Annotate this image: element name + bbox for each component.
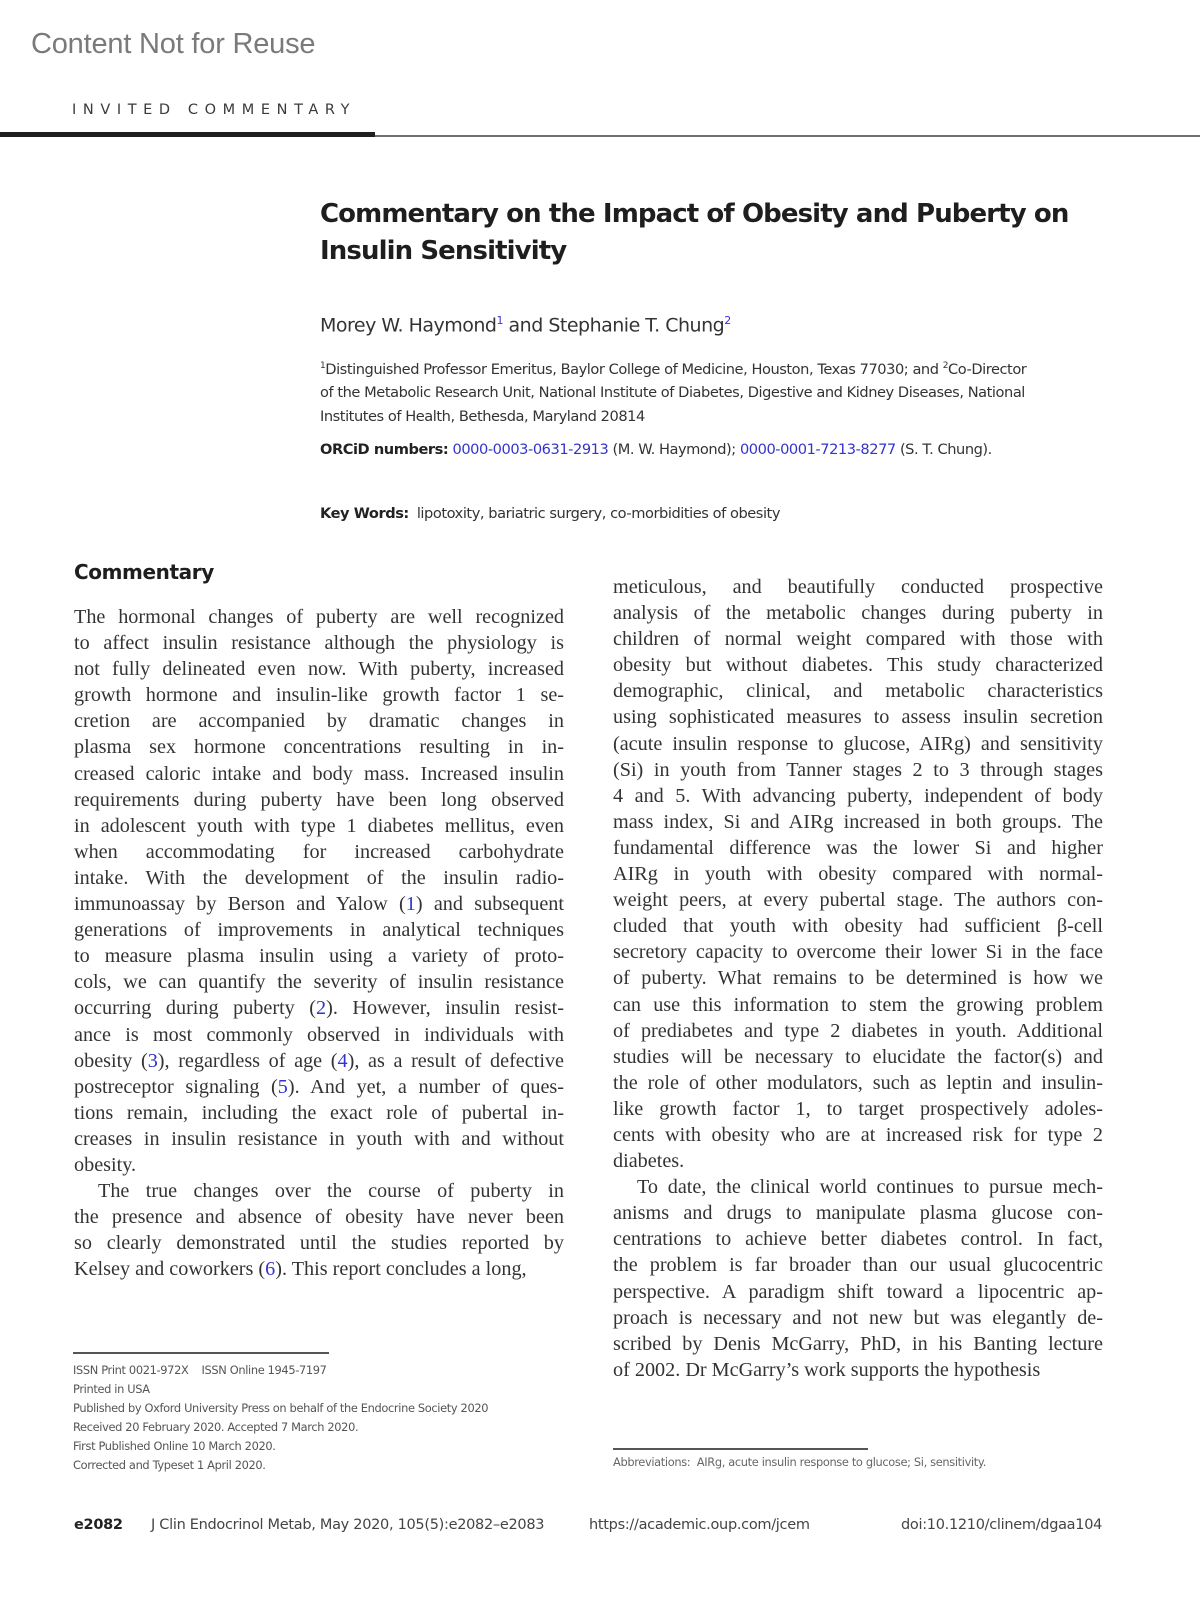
- body-text-line: demographic, clinical, and metabolic characteristics: [613, 680, 1103, 703]
- affiliation-text: Distinguished Professor Emeritus, Baylor College of Medicine, Houston, Texas 77030; and: [325, 360, 943, 378]
- body-text-line: secretory capacity to overcome their lower Si in the face: [613, 941, 1103, 964]
- body-text-line: requirements during puberty have been long observed: [74, 788, 564, 811]
- body-text-line: mass index, Si and AIRg increased in both groups. The: [613, 810, 1103, 833]
- body-text-line: creased caloric intake and body mass. Increased insulin: [74, 762, 564, 785]
- body-text-line: (Si) in youth from Tanner stages 2 to 3 through stages: [613, 758, 1103, 781]
- body-text-line: creases in insulin resistance in youth with and without: [74, 1127, 564, 1150]
- body-text-line: intake. With the development of the insulin radio-: [74, 866, 564, 889]
- body-text-line: [74, 891, 564, 917]
- body-text-line: obesity but without diabetes. This study characterized: [613, 654, 1103, 677]
- article-title: [320, 196, 1120, 270]
- body-text: ). However, insulin resist-: [326, 997, 564, 1020]
- body-text-line: tions remain, including the exact role of pubertal in-: [74, 1101, 564, 1124]
- received-line: Received 20 February 2020. Accepted 7 March 2020.: [73, 1420, 359, 1434]
- body-text: immunoassay by Berson and Yalow (: [74, 893, 406, 916]
- footnote-rule: [73, 1352, 329, 1354]
- body-text-line: AIRg in youth with obesity compared with normal-: [613, 863, 1103, 886]
- orcid-owner: (S. T. Chung).: [895, 441, 992, 458]
- body-column-left: [74, 604, 564, 1282]
- body-text-line: the presence and absence of obesity have never been: [74, 1206, 564, 1229]
- author-list: [320, 314, 1120, 336]
- body-text-line: anisms and drugs to manipulate plasma glucose con-: [613, 1202, 1103, 1225]
- body-text-line: analysis of the metabolic changes during puberty in: [613, 602, 1103, 625]
- body-text: occurring during puberty (: [74, 997, 317, 1020]
- author-name: Morey W. Haymond: [320, 314, 497, 337]
- body-text-line: can use this information to stem the growing problem: [613, 993, 1103, 1016]
- body-text-line: so clearly demonstrated until the studies reported by: [74, 1232, 564, 1255]
- body-text-line: in adolescent youth with type 1 diabetes mellitus, even: [74, 814, 564, 837]
- body-text-line: to measure plasma insulin using a variety of proto-: [74, 945, 564, 968]
- body-text-line: proach is necessary and not new but was elegantly de-: [613, 1306, 1103, 1329]
- body-text-line: using sophisticated measures to assess insulin secretion: [613, 706, 1103, 729]
- header-rule-accent: [0, 132, 375, 137]
- citation-link[interactable]: 4: [337, 1049, 348, 1072]
- title-line-2: Insulin Sensitivity: [320, 236, 567, 266]
- citation-link[interactable]: 2: [316, 997, 327, 1020]
- body-text-line: To date, the clinical world continues to pursue mech-: [637, 1176, 1103, 1199]
- body-text-line: cols, we can quantify the severity of insulin resistance: [74, 971, 564, 994]
- journal-citation: J Clin Endocrinol Metab, May 2020, 105(5):e2082–e2083: [151, 1517, 545, 1533]
- orcid-label: ORCiD numbers:: [320, 441, 449, 458]
- journal-url-link[interactable]: https://academic.oup.com/jcem: [589, 1517, 810, 1533]
- author-name: Stephanie T. Chung: [548, 314, 725, 337]
- citation-link[interactable]: 6: [265, 1258, 276, 1281]
- body-text-line: plasma sex hormone concentrations resulting in in-: [74, 736, 564, 759]
- body-text-line: fundamental difference was the lower Si and higher: [613, 836, 1103, 859]
- body-text-line: (acute insulin response to glucose, AIRg) and sensitivity: [613, 732, 1103, 755]
- body-text-line: to affect insulin resistance although the physiology is: [74, 632, 564, 655]
- publication-footnotes: [73, 1361, 488, 1475]
- body-text: obesity (: [74, 1049, 148, 1072]
- body-text-line: cluded that youth with obesity had sufficient β-cell: [613, 915, 1103, 938]
- body-text: Kelsey and coworkers (: [74, 1258, 266, 1281]
- body-text-line: [74, 1256, 564, 1282]
- watermark-text: Content Not for Reuse: [31, 28, 316, 60]
- body-text: ), as a result of defective: [347, 1049, 564, 1072]
- affiliation-marker: 2: [942, 361, 949, 371]
- affiliation-text: Co-Director: [948, 360, 1027, 378]
- keywords-label: Key Words:: [320, 505, 409, 522]
- author-joiner: and: [502, 314, 549, 337]
- body-text-line: cretion are accompanied by dramatic changes in: [74, 710, 564, 733]
- affiliation-ref[interactable]: 2: [724, 314, 731, 327]
- body-text-line: [74, 1074, 564, 1100]
- citation-link[interactable]: 1: [405, 893, 416, 916]
- body-text: postreceptor signaling (: [74, 1075, 278, 1098]
- body-column-right: [613, 574, 1103, 1383]
- affiliation-text: of the Metabolic Research Unit, National Institute of Diabetes, Digestive and Kidney Diseases, National: [320, 384, 1025, 402]
- body-text-line: studies will be necessary to elucidate the factor(s) and: [613, 1045, 1103, 1068]
- body-text-line: 4 and 5. With advancing puberty, independent of body: [613, 784, 1103, 807]
- body-text-line: The hormonal changes of puberty are well recognized: [74, 606, 564, 628]
- affiliations: [320, 355, 1120, 428]
- printed-line: Printed in USA: [73, 1382, 150, 1396]
- citation-link[interactable]: 3: [147, 1049, 158, 1072]
- body-text-line: [74, 1048, 564, 1074]
- body-text-line: perspective. A paradigm shift toward a lipocentric ap-: [613, 1280, 1103, 1303]
- body-text-line: of prediabetes and type 2 diabetes in youth. Additional: [613, 1019, 1103, 1042]
- section-heading: Commentary: [74, 560, 214, 584]
- body-text-line: of puberty. What remains to be determined is how we: [613, 967, 1103, 990]
- page-number: [74, 1517, 123, 1533]
- orcid-line: [320, 441, 1120, 458]
- body-text-line: scribed by Denis McGarry, PhD, in his Banting lecture: [613, 1332, 1103, 1355]
- body-text-line: the problem is far broader than our usual glucocentric: [613, 1254, 1103, 1277]
- orcid-link-haymond[interactable]: 0000-0003-0631-2913: [452, 441, 609, 458]
- body-text-line: The true changes over the course of puberty in: [98, 1180, 564, 1203]
- publisher-line: Published by Oxford University Press on behalf of the Endocrine Society 2020: [73, 1401, 489, 1415]
- body-text: ). And yet, a number of ques-: [287, 1075, 564, 1098]
- first-published-line: First Published Online 10 March 2020.: [73, 1439, 276, 1453]
- affiliation-marker: 1: [320, 361, 326, 371]
- body-text-line: not fully delineated even now. With puberty, increased: [74, 658, 564, 681]
- affiliation-text: Institutes of Health, Bethesda, Maryland 20814: [320, 407, 645, 425]
- corrected-line: Corrected and Typeset 1 April 2020.: [73, 1458, 266, 1472]
- body-text-line: [74, 995, 564, 1021]
- title-line-1: Commentary on the Impact of Obesity and Puberty on: [320, 199, 1069, 229]
- body-text-line: centrations to achieve better diabetes control. In fact,: [613, 1228, 1103, 1251]
- section-label: INVITED COMMENTARY: [72, 102, 357, 118]
- body-text-line: cents with obesity who are at increased risk for type 2: [613, 1123, 1103, 1146]
- keywords-value: lipotoxity, bariatric surgery, co-morbidities of obesity: [416, 505, 781, 522]
- body-text-line: the role of other modulators, such as leptin and insulin-: [613, 1071, 1103, 1094]
- body-text-line: growth hormone and insulin-like growth factor 1 se-: [74, 684, 564, 707]
- orcid-owner: (M. W. Haymond);: [608, 441, 740, 458]
- keywords-line: [320, 505, 1120, 522]
- body-text: ), regardless of age (: [157, 1049, 338, 1072]
- body-text-line: children of normal weight compared with those with: [613, 628, 1103, 651]
- body-text-line: weight peers, at every pubertal stage. The authors con-: [613, 889, 1103, 912]
- body-text-line: generations of improvements in analytical techniques: [74, 919, 564, 942]
- body-text-line: like growth factor 1, to target prospectively adoles-: [613, 1097, 1103, 1120]
- body-text: ). This report concludes a long,: [275, 1258, 527, 1281]
- body-text-line: meticulous, and beautifully conducted prospective: [613, 576, 1103, 598]
- orcid-link-chung[interactable]: 0000-0001-7213-8277: [739, 441, 896, 458]
- citation-link[interactable]: 5: [277, 1075, 288, 1098]
- body-text-line: of 2002. Dr McGarry’s work supports the hypothesis: [613, 1358, 1041, 1381]
- body-text-line: ance is most commonly observed in individuals with: [74, 1023, 564, 1046]
- doi-link[interactable]: doi:10.1210/clinem/dgaa104: [901, 1517, 1103, 1533]
- affiliation-ref[interactable]: 1: [496, 314, 503, 327]
- body-text-line: diabetes.: [613, 1150, 685, 1173]
- page-number-text: e2082: [74, 1517, 123, 1533]
- body-text-line: obesity.: [74, 1153, 137, 1176]
- body-text: ) and subsequent: [415, 893, 564, 916]
- abbreviations-rule: [613, 1448, 868, 1450]
- issn-line: ISSN Print 0021-972X ISSN Online 1945-7197: [73, 1363, 327, 1377]
- body-text-line: when accommodating for increased carbohydrate: [74, 840, 564, 863]
- abbreviations-footnote: Abbreviations: AIRg, acute insulin response to glucose; Si, sensitivity.: [613, 1455, 986, 1469]
